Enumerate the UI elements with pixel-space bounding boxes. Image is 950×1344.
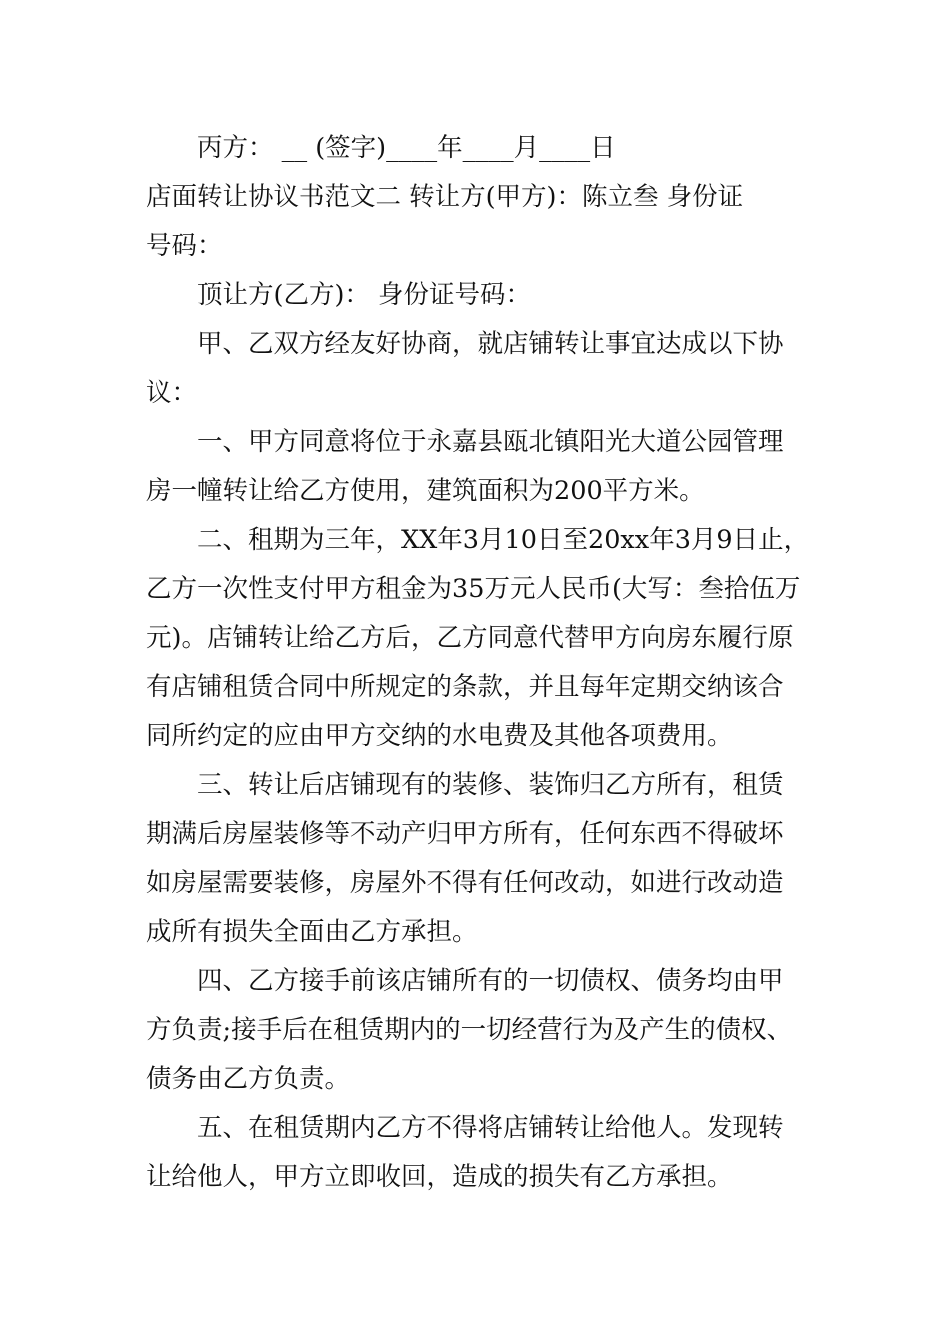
sample-title-transferor-line: 店面转让协议书范文二 转让方(甲方)：陈立叁 身份证 xyxy=(146,182,744,212)
clause-2-line-2: 乙方一次性支付甲方租金为35万元人民币(大写：叁拾伍万 xyxy=(146,574,801,604)
clause-1-line-1: 一、甲方同意将位于永嘉县瓯北镇阳光大道公园管理 xyxy=(197,427,784,457)
id-number-line: 号码： xyxy=(146,231,223,261)
clause-2-line-1: 二、租期为三年，XX年3月10日至20xx年3月9日止， xyxy=(197,525,810,555)
document-body xyxy=(146,124,814,1202)
clause-3-line-2: 期满后房屋装修等不动产归甲方所有，任何东西不得破坏 xyxy=(146,819,784,849)
clause-5-line-1: 五、在租赁期内乙方不得将店铺转让给他人。发现转 xyxy=(197,1113,784,1143)
clause-4-line-2: 方负责;接手后在租赁期内的一切经营行为及产生的债权、 xyxy=(146,1015,793,1045)
transferee-line: 顶让方(乙方)： 身份证号码： xyxy=(197,280,532,310)
clause-2-line-3: 元)。店铺转让给乙方后，乙方同意代替甲方向房东履行原 xyxy=(146,623,794,653)
clause-1-line-2: 房一幢转让给乙方使用，建筑面积为200平方米。 xyxy=(146,476,705,506)
party-c-signature-line: 丙方： __ (签字)____年____月____日 xyxy=(197,133,616,163)
clause-5-line-2: 让给他人，甲方立即收回，造成的损失有乙方承担。 xyxy=(146,1162,733,1192)
clause-3-line-3: 如房屋需要装修，房屋外不得有任何改动，如进行改动造 xyxy=(146,868,784,898)
clause-2-line-5: 同所约定的应由甲方交纳的水电费及其他各项费用。 xyxy=(146,721,733,751)
preamble-line-1: 甲、乙双方经友好协商，就店铺转让事宜达成以下协 xyxy=(197,329,784,359)
clause-2-line-4: 有店铺租赁合同中所规定的条款，并且每年定期交纳该合 xyxy=(146,672,784,702)
clause-4-line-1: 四、乙方接手前该店铺所有的一切债权、债务均由甲 xyxy=(197,966,784,996)
clause-4-line-3: 债务由乙方负责。 xyxy=(146,1064,351,1094)
clause-3-line-1: 三、转让后店铺现有的装修、装饰归乙方所有，租赁 xyxy=(197,770,784,800)
clause-3-line-4: 成所有损失全面由乙方承担。 xyxy=(146,917,478,947)
preamble-line-2: 议： xyxy=(146,378,198,408)
